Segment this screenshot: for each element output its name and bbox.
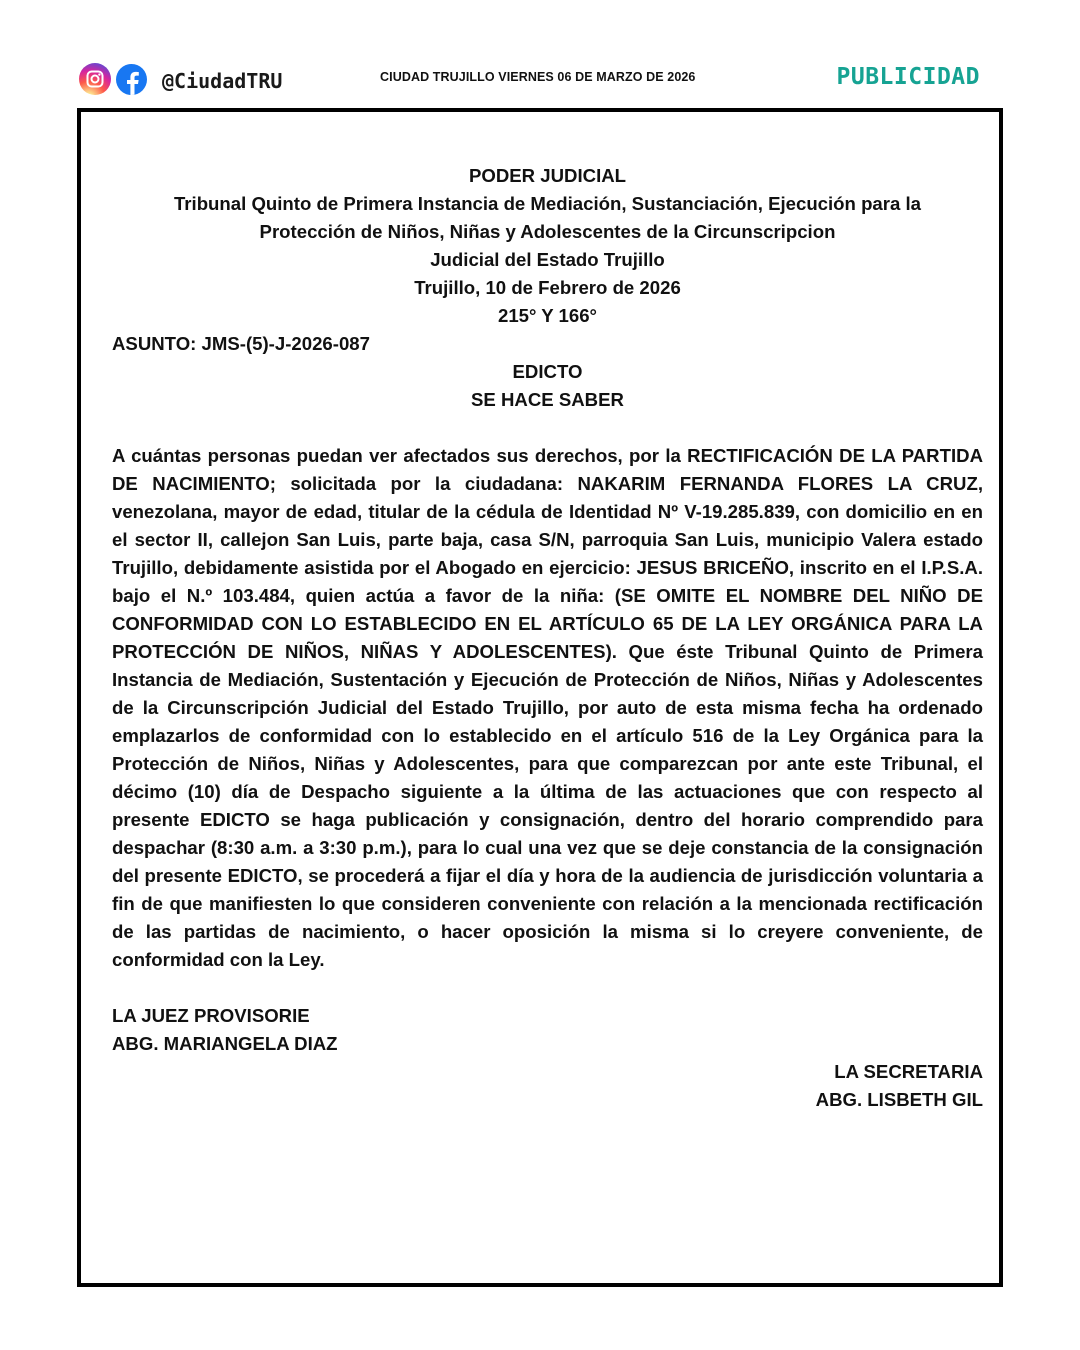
heading-tribunal-line-1: Tribunal Quinto de Primera Instancia de Mediación, Sustanciación, Ejecución para la: [173, 193, 922, 214]
document-subtitle: SE HACE SABER: [471, 389, 624, 410]
instagram-icon[interactable]: [79, 63, 111, 95]
document-title: EDICTO: [512, 361, 583, 382]
page-header: [0, 0, 1080, 108]
spacer: [112, 974, 983, 1002]
heading-years: 215° Y 166°: [498, 305, 597, 326]
heading-tribunal-line-3: Judicial del Estado Trujillo: [430, 249, 665, 270]
section-label: PUBLICIDAD: [836, 64, 980, 90]
edicto-content: [112, 162, 983, 1114]
heading-tribunal-line-2: Protección de Niños, Niñas y Adolescentes de la Circunscripcion: [259, 221, 836, 242]
social-links: [79, 63, 282, 95]
secretary-title: LA SECRETARIA: [834, 1061, 983, 1082]
judge-title: LA JUEZ PROVISORIE: [112, 1005, 310, 1026]
judge-name: ABG. MARIANGELA DIAZ: [112, 1033, 338, 1054]
case-number: ASUNTO: JMS-(5)-J-2026-087: [112, 333, 370, 354]
edicto-body: A cuántas personas puedan ver afectados sus derechos, por la RECTIFICACIÓN DE LA PARTIDA DE NACIMIENTO; solicitada por la ciudadana: NAKARIM FERNANDA FLORES LA CRUZ, venezolana, mayor de edad, titular de la cédula de Identidad Nº V-19.285.839, con domicilio en en el sector II, callejon San Luis, parte baja, casa S/N, parroquia San Luis, municipio Valera estado Trujillo, debidamente asistida por el Abogado en ejercicio: JESUS BRICEÑO, inscrito en el I.P.S.A. bajo el N.º 103.484, quien actúa a favor de la niña: (SE OMITE EL NOMBRE DEL NIÑO DE CONFORMIDAD CON LO ESTABLECIDO EN EL ARTÍCULO 65 DE LA LEY ORGÁNICA PARA LA PROTECCIÓN DE NIÑOS, NIÑAS Y ADOLESCENTES). Que éste Tribunal Quinto de Primera Instancia de Mediación, Sustentación y Ejecución de Protección de Niños, Niñas y Adolescentes de la Circunscripción Judicial del Estado Trujillo, por auto de esta misma fecha ha ordenado emplazarlos de conformidad con lo establecido en el artículo 516 de la Ley Orgánica para la Protección de Niños, Niñas y Adolescentes, para que comparezcan por ante este Tribunal, el décimo (10) día de Despacho siguiente a la última de las actuaciones que con respecto al presente EDICTO se haga publicación y consignación, dentro del horario comprendido para despachar (8:30 a.m. a 3:30 p.m.), para lo cual una vez que se deje constancia de la consignación del presente EDICTO, se procederá a fijar el día y hora de la audiencia de jurisdicción voluntaria a fin de que manifiesten lo que consideren conveniente con relación a la mencionada rectificación de las partidas de nacimiento, o hacer oposición la misma si lo creyere conveniente, de conformidad con la Ley.: [112, 445, 983, 970]
publication-dateline: CIUDAD TRUJILLO VIERNES 06 DE MARZO DE 2026: [380, 70, 696, 84]
heading-date: Trujillo, 10 de Febrero de 2026: [414, 277, 681, 298]
social-handle: @CiudadTRU: [162, 68, 283, 93]
facebook-icon[interactable]: [116, 64, 147, 95]
secretary-name: ABG. LISBETH GIL: [815, 1089, 983, 1110]
edicto-frame: [77, 108, 1003, 1287]
heading-institution: PODER JUDICIAL: [468, 165, 627, 186]
